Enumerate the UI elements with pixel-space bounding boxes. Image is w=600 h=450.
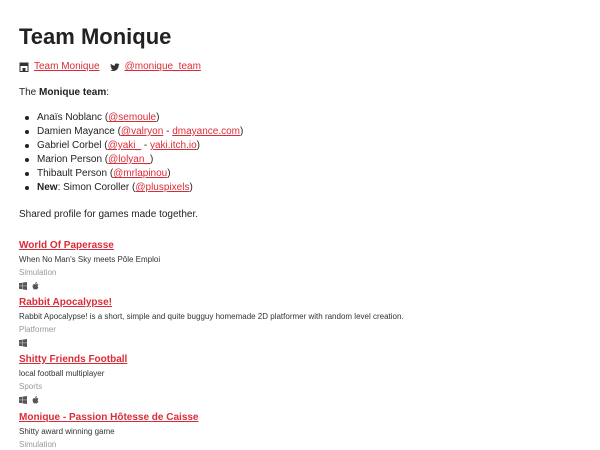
game-cell — [19, 412, 579, 450]
game-genre: Platformer — [19, 325, 56, 334]
game-subtitle: Shitty award winning game — [19, 427, 115, 436]
game-title-link[interactable]: Monique - Passion Hôtesse de Caisse — [19, 412, 199, 423]
game-title-link[interactable]: Shitty Friends Football — [19, 354, 128, 365]
member-site-link[interactable]: yaki.itch.io — [149, 140, 197, 151]
member-handle-link[interactable]: @valryon — [120, 126, 164, 137]
game-platforms — [19, 395, 579, 404]
profile-links — [19, 61, 201, 72]
apple-icon — [31, 282, 39, 290]
member-handle-link[interactable]: @semoule — [108, 112, 157, 123]
game-genre: Simulation — [19, 268, 57, 277]
game-platforms — [19, 281, 579, 290]
list-item: Anaïs Noblanc (@semoule) — [37, 111, 243, 125]
member-list — [37, 111, 243, 195]
game-cell — [19, 297, 579, 347]
member-handle-link[interactable]: @lolyan_ — [108, 154, 150, 165]
twitter-link[interactable]: @monique_team — [124, 61, 201, 72]
profile-description: Shared profile for games made together. — [19, 209, 198, 220]
page-title: Team Monique — [19, 24, 172, 49]
apple-icon — [31, 396, 39, 404]
windows-icon — [19, 339, 27, 347]
game-platforms — [19, 338, 579, 347]
list-item: New: Simon Coroller (@pluspixels) — [37, 181, 243, 195]
member-handle-link[interactable]: @yaki_ — [107, 140, 142, 151]
list-item: Marion Person (@lolyan_) — [37, 153, 243, 167]
windows-icon — [19, 396, 27, 404]
team-intro: The Monique team: — [19, 87, 110, 98]
game-title-link[interactable]: Rabbit Apocalypse! — [19, 297, 112, 308]
member-handle-link[interactable]: @mrlapinou — [113, 168, 168, 179]
game-genre: Sports — [19, 382, 43, 391]
storefront-icon — [19, 62, 29, 72]
list-item: Damien Mayance (@valryon - dmayance.com) — [37, 126, 244, 137]
game-cell — [19, 240, 579, 290]
game-title-link[interactable]: World Of Paperasse — [19, 240, 114, 251]
game-subtitle: local football multiplayer — [19, 369, 105, 378]
game-cell — [19, 354, 579, 404]
windows-icon — [19, 282, 27, 290]
list-item: Thibault Person (@mrlapinou) — [37, 167, 243, 181]
twitter-icon — [110, 62, 120, 72]
profile-link[interactable]: Team Monique — [34, 61, 100, 72]
member-site-link[interactable]: dmayance.com — [172, 126, 241, 137]
list-item: Gabriel Corbel (@yaki_ - yaki.itch.io) — [37, 139, 243, 153]
member-handle-link[interactable]: @pluspixels — [135, 182, 190, 193]
game-genre: Simulation — [19, 440, 57, 449]
game-subtitle: Rabbit Apocalypse! is a short, simple and quite bugguy homemade 2D platformer with random level creation. — [19, 312, 404, 321]
game-subtitle: When No Man's Sky meets Pôle Emploi — [19, 255, 161, 264]
